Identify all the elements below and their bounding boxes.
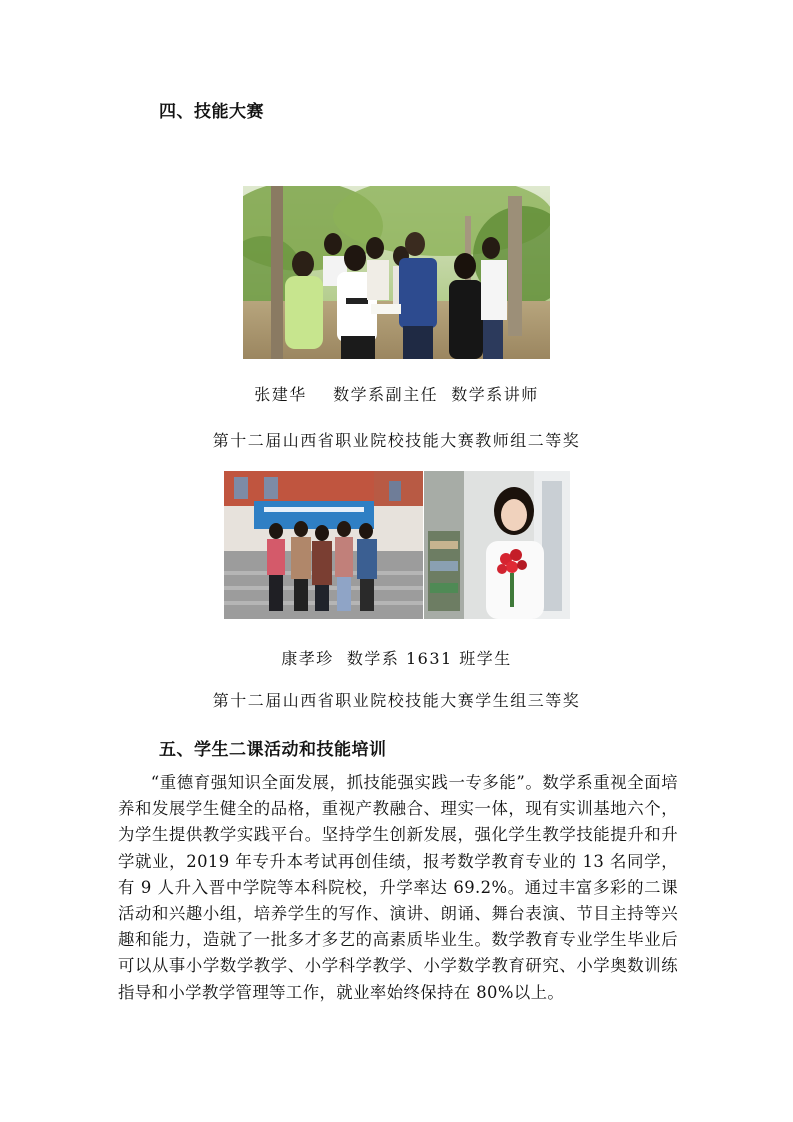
section-4-heading: 四、技能大赛 <box>159 102 264 122</box>
photo-2-caption: 康孝珍 数学系 1631 班学生 <box>281 649 512 668</box>
section-5-paragraph: “重德育强知识全面发展，抓技能强实践一专多能”。数学系重视全面培养和发展学生健全的品格，重视产教融合、理实一体，现有实训基地六个，为学生提供教学实践平台。坚持学生创新发展，强化学生教学技能提升和升学就业，2019 年专升本考试再创佳绩，报考数学教育专业的 13 名同学，有 9 人升入晋中学院等本科院校，升学率达 69.2%。通过丰富多彩的二课活动和兴趣小组，培养学生的写作、演讲、朗诵、舞台表演、节目主持等兴趣和能力，造就了一批多才多艺的高素质毕业生。数学教育专业学生毕业后可以从事小学数学教学、小学科学教学、小学数学教育研究、小学奥数训练指导和小学教学管理等工作，就业率始终保持在 80%以上。 <box>118 773 678 1002</box>
award-2-text: 第十二届山西省职业院校技能大赛学生组三等奖 <box>212 691 581 710</box>
students-group-photo <box>224 471 423 619</box>
award-1-text: 第十二届山西省职业院校技能大赛教师组二等奖 <box>212 431 581 450</box>
student-portrait-photo <box>424 471 570 619</box>
photo-1-caption: 张建华 数学系副主任 数学系讲师 <box>254 385 539 404</box>
teacher-students-photo <box>243 186 550 359</box>
section-5-heading: 五、学生二课活动和技能培训 <box>159 740 387 760</box>
